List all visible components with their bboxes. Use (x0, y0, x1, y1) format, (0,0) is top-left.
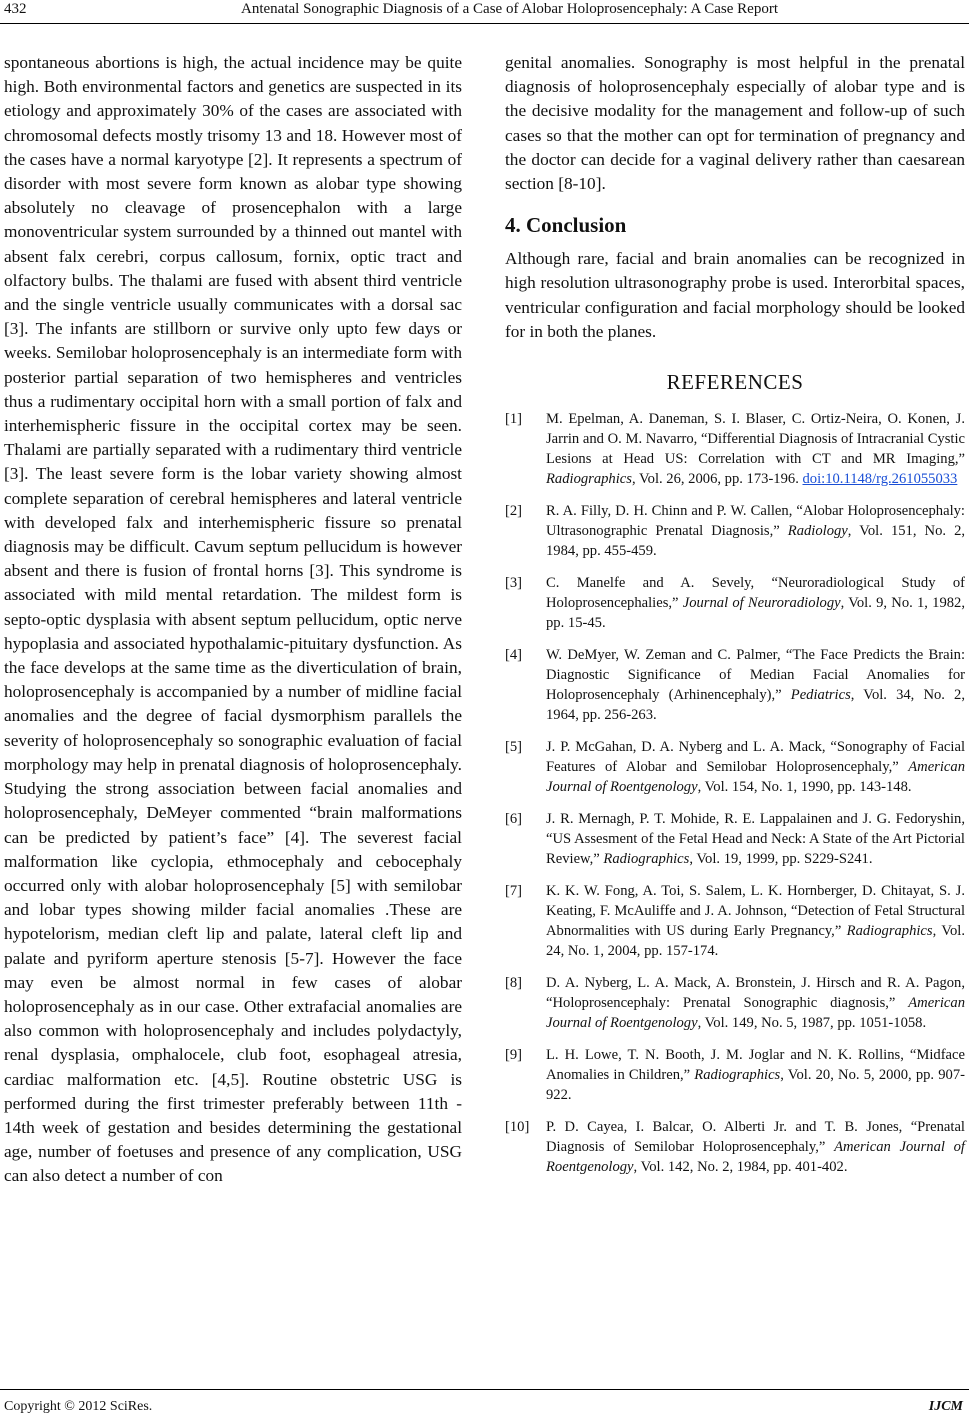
reference-number: [1] (505, 411, 523, 428)
copyright-notice: Copyright © 2012 SciRes. (4, 1399, 153, 1414)
body-paragraph: spontaneous abortions is high, the actual incidence may be quite high. Both environmental factors and genetics are suspected in its etiology and approximately 30% of the cases are associated with chromosomal defects mostly trisomy 13 and 18. However most of the cases have a normal karyotype [2]. It represents a spectrum of disorder with most severe form known as alobar type showing absolutely no cleavage of prosencephalon with a large monoventricular system surrounded by a thinned out mantel with absent falx cerebri, corpus callosum, fornix, optic tract and olfactory bulbs. The thalami are fused with absent third ventricle and the single ventricle usually communicates with a dorsal sac [3]. The infants are stillborn or survive only upto few days or weeks. Semilobar holoprosencephaly is an intermediate form with posterior partial separation of two hemispheres and ventricles thus a rudimentary occipital horn with a small portion of falx and interhemispheric fissure in the occipital cortex may be seen. Thalami are partially separated with a rudimentary third ventricle [3]. The least severe form is the lobar variety showing almost complete separation of cerebral hemispheres and lateral ventricle with developed falx and interhemispheric fissure so prenatal diagnosis may be difficult. Cavum septum pellucidum is however absent and there is fusion of frontal horns [3]. This syndrome is associated with mild mental retardation. The mildest form is septo-optic dysplasia with absent septum pellucidum, optic nerve hypoplasia and associated hypothalamic-pituitary dysfunction. As the face develops at the same time as the diverticulation of brain, holoprosencephaly is accompanied by a number of midline facial anomalies and the degree of facial dysmorphism parallels the severity of holoprosencephaly so sonographic evaluation of facial morphology may help in prenatal diagnosis of holoprosencephaly. Studying the strong association between facial anomalies and holoprosencephaly, DeMeyer commented “brain malformations can be predicted by patient’s face” [4]. The severest facial malformation like cyclopia, ethmocephaly and cebocephaly occurred only with alobar holoprosencephaly [5] with semilobar and lobar types showing milder facial anomalies .These are hypotelorism, median cleft lip and palate, lateral cleft lip and palate and pyriform aperture stenosis [5-7]. However the face may even be almost normal in few cases of alobar holoprosencephaly as in our case. Other extrafacial anomalies are also common with holoprosencephaly and includes polydactyly, renal dysplasia, omphalocele, club foot, esophageal atresia, cardiac malformation etc. [4,5]. Routine obstetric USG is performed during the first trimester preferably between 11th - 14th week of gestation and besides determining the gestational age, number of foetuses and presence of any complication, USG can also detect a number of con (4, 53, 462, 1186)
page-number: 432 (4, 1, 27, 17)
left-column (4, 51, 462, 1189)
reference-number: [10] (505, 1119, 530, 1136)
footer-divider (0, 1389, 969, 1390)
reference-text: J. R. Mernagh, P. T. Mohide, R. E. Lappalainen and J. G. Fedoryshin, “US Assesment of the Fetal Head and Neck: A State of the Art Pictorial Review,” Radiographics, Vol. 19, 1999, pp. S229-S241. (546, 811, 965, 868)
conclusion-paragraph: Although rare, facial and brain anomalies can be recognized in high resolution ultrasonography probe is used. Interorbital spaces, ventricular configuration and facial morphology should be looked for in both the planes. (505, 249, 965, 341)
reference-number: [4] (505, 647, 523, 664)
reference-item (505, 973, 965, 1033)
reference-journal: American Journal of Roentgenology (546, 759, 965, 796)
reference-journal: Radiographics (694, 1067, 781, 1084)
reference-item (505, 573, 965, 633)
reference-number: [6] (505, 811, 523, 828)
reference-journal: Pediatrics (790, 687, 851, 704)
reference-text: K. K. W. Fong, A. Toi, S. Salem, L. K. Hornberger, D. Chitayat, S. J. Keating, F. McAuliffe and J. A. Johnson, “Detection of Fetal Structural Abnormalities with US during Early Pregnancy,” Radiographics, Vol. 24, No. 1, 2004, pp. 157-174. (546, 883, 965, 960)
reference-journal: Radiographics (603, 851, 690, 868)
header-divider (0, 23, 969, 24)
reference-text: L. H. Lowe, T. N. Booth, J. M. Joglar and N. K. Rollins, “Midface Anomalies in Children,” Radiographics, Vol. 20, No. 5, 2000, pp. 907-922. (546, 1047, 965, 1104)
reference-number: [9] (505, 1047, 523, 1064)
reference-number: [3] (505, 575, 523, 592)
reference-text: D. A. Nyberg, L. A. Mack, A. Bronstein, J. Hirsch and R. A. Pagon, “Holoprosencephaly: Prenatal Sonographic diagnosis,” American Journal of Roentgenology, Vol. 149, No. 5, 1987, pp. 1051-1058. (546, 975, 965, 1032)
doi-link[interactable]: doi:10.1148/rg.261055033 (802, 471, 958, 488)
body-paragraph: genital anomalies. Sonography is most helpful in the prenatal diagnosis of holoprosencephaly especially of alobar type and is the decisive modality for the management and follow-up of such cases so that the mother can opt for termination of pregnancy and the doctor can decide for a vaginal delivery rather than caesarean section [8-10]. (505, 53, 965, 194)
reference-number: [5] (505, 739, 523, 756)
reference-text: P. D. Cayea, I. Balcar, O. Alberti Jr. and T. B. Jones, “Prenatal Diagnosis of Semilobar Holoprosencephaly,” American Journal of Roentgenology, Vol. 142, No. 2, 1984, pp. 401-402. (546, 1119, 965, 1176)
reference-journal: American Journal of Roentgenology (546, 1139, 965, 1176)
reference-list (505, 409, 965, 1177)
reference-journal: American Journal of Roentgenology (546, 995, 965, 1032)
reference-item (505, 809, 965, 869)
reference-number: [2] (505, 503, 523, 520)
reference-text: R. A. Filly, D. H. Chinn and P. W. Callen, “Alobar Holoprosencephaly: Ultrasonographic Prenatal Diagnosis,” Radiology, Vol. 151, No. 2, 1984, pp. 455-459. (546, 503, 966, 560)
reference-text: M. Epelman, A. Daneman, S. I. Blaser, C. Ortiz-Neira, O. Konen, J. Jarrin and O. M. Navarro, “Differential Diagnosis of Intracranial Cystic Lesions at Head US: Correlation with CT and MR Imaging,” Radiographics, Vol. 26, 2006, pp. 173-196. doi:10.1148/rg.261055033 (546, 411, 965, 488)
references-heading: REFERENCES (666, 370, 804, 395)
reference-text: W. DeMyer, W. Zeman and C. Palmer, “The Face Predicts the Brain: Diagnostic Significance of Median Facial Anomalies for Holoprosencephaly (Arhinencephaly),” Pediatrics, Vol. 34, No. 2, 1964, pp. 256-263. (546, 647, 965, 724)
reference-item (505, 737, 965, 797)
reference-item (505, 409, 965, 489)
reference-text: J. P. McGahan, D. A. Nyberg and L. A. Mack, “Sonography of Facial Features of Alobar and Semilobar Holoprosencephaly,” American Journal of Roentgenology, Vol. 154, No. 1, 1990, pp. 143-148. (546, 739, 965, 796)
reference-item (505, 501, 965, 561)
reference-journal: Radiographics (546, 471, 632, 488)
reference-journal: Journal of Neuroradiology (682, 595, 841, 612)
conclusion-heading: 4. Conclusion (505, 213, 627, 238)
reference-number: [8] (505, 975, 523, 992)
reference-item (505, 881, 965, 961)
reference-item (505, 645, 965, 725)
reference-journal: Radiographics (846, 923, 933, 940)
right-column (505, 51, 965, 1189)
reference-item (505, 1117, 965, 1177)
reference-journal: Radiology (787, 523, 848, 540)
running-title: Antenatal Sonographic Diagnosis of a Case of Alobar Holoprosencephaly: A Case Report (241, 1, 778, 17)
reference-number: [7] (505, 883, 523, 900)
journal-abbreviation: IJCM (928, 1399, 963, 1414)
reference-text: C. Manelfe and A. Sevely, “Neuroradiological Study of Holoprosencephalies,” Journal of Neuroradiology, Vol. 9, No. 1, 1982, pp. 15-45. (546, 575, 965, 632)
reference-item (505, 1045, 965, 1105)
page-footer (0, 1381, 969, 1414)
page-header (0, 0, 969, 26)
